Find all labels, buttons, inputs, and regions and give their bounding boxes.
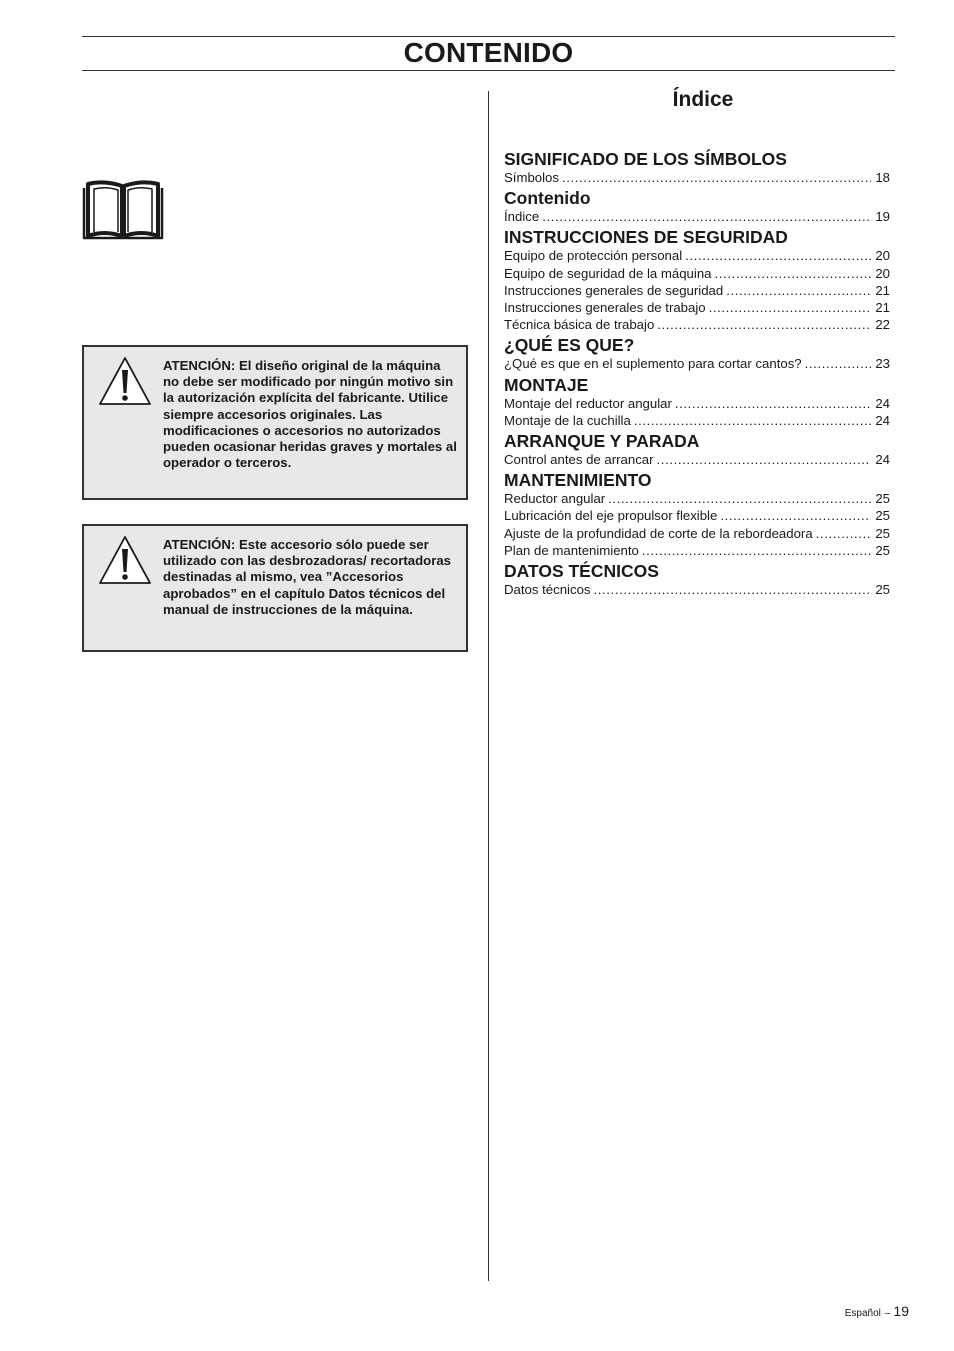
toc-entry-page: 25 <box>875 582 890 598</box>
toc-entry-page: 25 <box>875 491 890 507</box>
toc-dot-leader <box>709 299 872 316</box>
toc-dot-leader <box>542 208 871 225</box>
toc-section-title: ¿QUÉ ES QUE? <box>504 335 635 356</box>
toc-entry[interactable] <box>504 581 890 598</box>
toc-entry-page: 25 <box>875 508 890 524</box>
toc-entry[interactable] <box>504 507 890 524</box>
toc-dot-leader <box>685 247 871 264</box>
toc-entry-label: Montaje del reductor angular <box>504 395 672 411</box>
toc-section-title: MANTENIMIENTO <box>504 470 652 491</box>
toc-entry[interactable] <box>504 355 890 372</box>
toc-entry-page: 21 <box>875 300 890 316</box>
toc-entry-label: Índice <box>504 209 540 225</box>
toc-entry-label: Reductor angular <box>504 491 606 507</box>
toc-entry[interactable] <box>504 316 890 333</box>
toc-entry-page: 22 <box>875 317 890 333</box>
toc-entry-page: 20 <box>875 265 890 281</box>
toc-dot-leader <box>805 355 872 372</box>
column-divider <box>488 91 489 1281</box>
warning-triangle-icon <box>98 356 152 406</box>
toc-dot-leader <box>608 490 871 507</box>
toc-section <box>504 186 890 225</box>
toc-section-title: Contenido <box>504 188 591 209</box>
toc-section <box>504 468 890 559</box>
warning-box-accessory <box>82 524 468 652</box>
toc-entry[interactable] <box>504 542 890 559</box>
warning-text: ATENCIÓN: El diseño original de la máquina no debe ser modificado por ningún motivo sin la autorización explícita del fabricante. Utilice siempre accesorios originales. Las modificaciones o accesorios no autorizados pueden ocasionar heridas graves y mortales al operador o terceros. <box>163 358 457 471</box>
footer-language: Español <box>844 1308 881 1319</box>
toc-entry-label: Lubricación del eje propulsor flexible <box>504 508 718 524</box>
page-title: CONTENIDO <box>403 37 574 68</box>
warning-triangle-icon <box>98 535 152 585</box>
toc-section <box>504 559 890 598</box>
toc-entry-page: 25 <box>875 525 890 541</box>
toc-section-title: MONTAJE <box>504 374 589 395</box>
toc-dot-leader <box>562 169 871 186</box>
toc-entry-page: 21 <box>875 282 890 298</box>
footer-separator: – <box>884 1308 891 1319</box>
table-of-contents <box>504 147 890 598</box>
toc-entry[interactable] <box>504 208 890 225</box>
toc-entry[interactable] <box>504 412 890 429</box>
toc-entry[interactable] <box>504 451 890 468</box>
toc-entry-page: 24 <box>875 412 890 428</box>
toc-entry-label: Datos técnicos <box>504 582 591 598</box>
toc-dot-leader <box>715 265 872 282</box>
toc-dot-leader <box>720 507 871 524</box>
toc-entry[interactable] <box>504 299 890 316</box>
toc-entry-page: 24 <box>875 395 890 411</box>
toc-section <box>504 147 890 186</box>
toc-dot-leader <box>657 451 872 468</box>
toc-entry-label: Símbolos <box>504 170 559 185</box>
toc-entry-label: Montaje de la cuchilla <box>504 412 631 428</box>
toc-entry[interactable] <box>504 490 890 507</box>
toc-dot-leader <box>816 525 872 542</box>
toc-entry-label: Equipo de seguridad de la máquina <box>504 265 712 281</box>
toc-entry-page: 20 <box>875 248 890 264</box>
toc-entry-label: Ajuste de la profundidad de corte de la rebordeadora <box>504 525 813 541</box>
toc-section <box>504 333 890 372</box>
toc-dot-leader <box>634 412 872 429</box>
toc-dot-leader <box>657 316 871 333</box>
index-title: Índice <box>672 88 734 111</box>
toc-entry-label: Técnica básica de trabajo <box>504 317 655 333</box>
header-rule-bottom <box>82 70 895 71</box>
open-book-icon <box>82 180 164 240</box>
toc-section-title: SIGNIFICADO DE LOS SÍMBOLOS <box>504 149 787 169</box>
toc-entry-label: Control antes de arrancar <box>504 452 654 468</box>
toc-dot-leader <box>675 395 871 412</box>
toc-entry-page: 24 <box>875 452 890 468</box>
toc-section-title: DATOS TÉCNICOS <box>504 561 659 582</box>
toc-entry-label: Plan de mantenimiento <box>504 542 639 558</box>
toc-section-title: INSTRUCCIONES DE SEGURIDAD <box>504 227 788 248</box>
page-number: 19 <box>893 1303 909 1319</box>
warning-box-modifications <box>82 345 468 500</box>
toc-entry[interactable] <box>504 395 890 412</box>
toc-entry[interactable] <box>504 525 890 542</box>
toc-entry-label: Instrucciones generales de trabajo <box>504 300 706 316</box>
toc-entry-label: Instrucciones generales de seguridad <box>504 282 724 298</box>
toc-section <box>504 373 890 429</box>
toc-section <box>504 429 890 468</box>
toc-entry[interactable] <box>504 282 890 299</box>
toc-dot-leader <box>642 542 871 559</box>
toc-dot-leader <box>594 581 872 598</box>
page-footer <box>845 1303 909 1319</box>
toc-entry[interactable] <box>504 265 890 282</box>
toc-section-title: ARRANQUE Y PARADA <box>504 431 700 452</box>
toc-entry-label: Equipo de protección personal <box>504 248 683 264</box>
toc-entry-page: 25 <box>875 542 890 558</box>
toc-entry-page: 18 <box>875 170 890 185</box>
toc-entry[interactable] <box>504 169 890 186</box>
toc-entry[interactable] <box>504 247 890 264</box>
toc-dot-leader <box>726 282 871 299</box>
toc-section <box>504 225 890 333</box>
toc-entry-label: ¿Qué es que en el suplemento para cortar cantos? <box>504 356 802 372</box>
toc-entry-page: 23 <box>875 356 890 372</box>
warning-text: ATENCIÓN: Este accesorio sólo puede ser utilizado con las desbrozadoras/ recortadoras destinadas al mismo, vea ”Accesorios aprobados” en el capítulo Datos técnicos del manual de instrucciones de la máquina. <box>163 537 452 617</box>
toc-entry-page: 19 <box>875 209 890 225</box>
